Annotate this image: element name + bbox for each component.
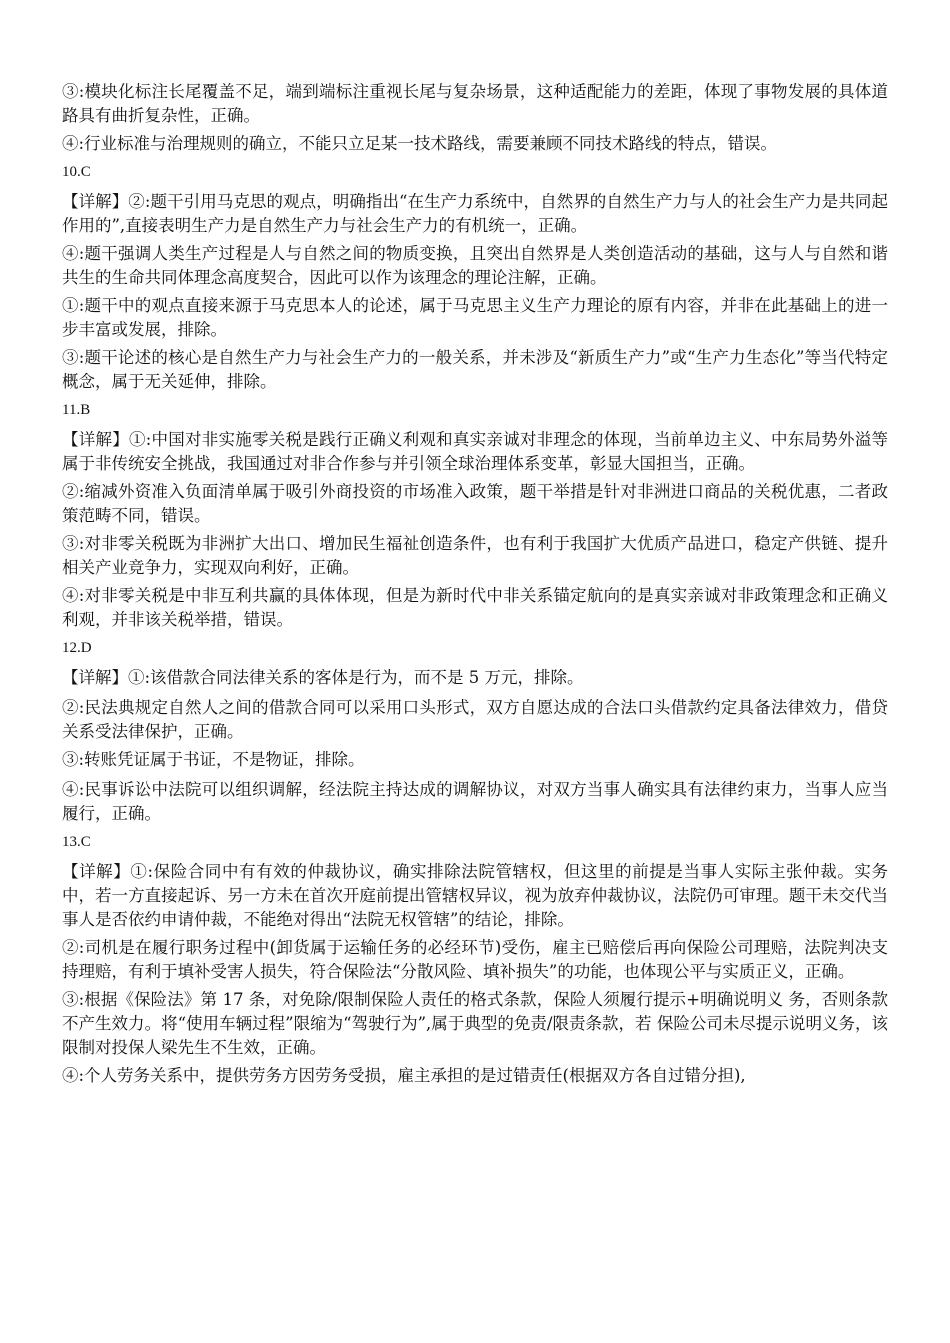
answer-paragraph: ④:题干强调人类生产过程是人与自然之间的物质变换，且突出自然界是人类创造活动的基础，这与人与自然和谐共生的生命共同体理念高度契合，因此可以作为该理念的理论注解，正确。 bbox=[62, 244, 888, 287]
answer-paragraph: 【详解】②:题干引用马克思的观点，明确指出“在生产力系统中，自然界的自然生产力与人的社会生产力是共同起作用的”,直接表明生产力是自然生产力与社会生产力的有机统一，正确。 bbox=[62, 192, 888, 235]
answer-paragraph: ③:转账凭证属于书证，不是物证，排除。 bbox=[62, 750, 365, 769]
question-number: 13.C bbox=[62, 834, 91, 850]
answer-paragraph: ④:民事诉讼中法院可以组织调解，经法院主持达成的调解协议，对双方当事人确实具有法律约束力，当事人应当履行，正确。 bbox=[62, 780, 888, 823]
answer-paragraph: ①:题干中的观点直接来源于马克思本人的论述，属于马克思主义生产力理论的原有内容，并非在此基础上的进一步丰富或发展，排除。 bbox=[62, 296, 888, 339]
answer-paragraph: ③:对非零关税既为非洲扩大出口、增加民生福祉创造条件，也有利于我国扩大优质产品进口，稳定产供链、提升相关产业竞争力，实现双向利好，正确。 bbox=[62, 534, 888, 577]
answer-paragraph: ④:对非零关税是中非互利共赢的具体体现，但是为新时代中非关系锚定航向的是真实亲诚对非政策理念和正确义利观，并非该关税举措，错误。 bbox=[62, 586, 888, 629]
answer-paragraph: ④:个人劳务关系中，提供劳务方因劳务受损，雇主承担的是过错责任(根据双方各自过错分担), bbox=[62, 1066, 746, 1085]
answer-paragraph: ④:行业标准与治理规则的确立，不能只立足某一技术路线，需要兼顾不同技术路线的特点，错误。 bbox=[62, 134, 778, 153]
answer-paragraph: ③:模块化标注长尾覆盖不足，端到端标注重视长尾与复杂场景，这种适配能力的差距，体现了事物发展的具体道路具有曲折复杂性，正确。 bbox=[62, 82, 888, 125]
answer-paragraph: ③:根据《保险法》第 17 条，对免除/限制保险人责任的格式条款，保险人须履行提示+明确说明义 务，否则条款不产生效力。将“使用车辆过程”限缩为“驾驶行为”,属于典型的免责/限责条款，若 保险公司未尽提示说明义务，该限制对投保人梁先生不生效，正确。 bbox=[62, 990, 888, 1057]
answer-paragraph: 【详解】①:该借款合同法律关系的客体是行为，而不是 5 万元，排除。 bbox=[62, 668, 584, 687]
answer-paragraph: ②:缩减外资准入负面清单属于吸引外商投资的市场准入政策，题干举措是针对非洲进口商品的关税优惠，二者政策范畴不同，错误。 bbox=[62, 482, 888, 525]
question-number: 10.C bbox=[62, 164, 91, 180]
answer-paragraph: ②:司机是在履行职务过程中(卸货属于运输任务的必经环节)受伤，雇主已赔偿后再向保险公司理赔，法院判决支持理赔，有利于填补受害人损失，符合保险法“分散风险、填补损失”的功能，也体现公平与实质正义，正确。 bbox=[62, 938, 888, 981]
answer-paragraph: ②:民法典规定自然人之间的借款合同可以采用口头形式，双方自愿达成的合法口头借款约定具备法律效力，借贷关系受法律保护，正确。 bbox=[62, 698, 888, 741]
answer-paragraph: 【详解】①:中国对非实施零关税是践行正确义利观和真实亲诚对非理念的体现，当前单边主义、中东局势外溢等属于非传统安全挑战，我国通过对非合作参与并引领全球治理体系变革，彰显大国担当，正确。 bbox=[62, 430, 888, 473]
answer-paragraph: ③:题干论述的核心是自然生产力与社会生产力的一般关系，并未涉及“新质生产力”或“生产力生态化”等当代特定概念，属于无关延伸，排除。 bbox=[62, 348, 888, 391]
answer-paragraph: 【详解】①:保险合同中有有效的仲裁协议，确实排除法院管辖权，但这里的前提是当事人实际主张仲裁。实务中，若一方直接起诉、另一方未在首次开庭前提出管辖权异议，视为放弃仲裁协议，法院仍可审理。题干未交代当事人是否依约申请仲裁，不能绝对得出“法院无权管辖”的结论，排除。 bbox=[62, 862, 888, 929]
question-number: 12.D bbox=[62, 640, 92, 656]
question-number: 11.B bbox=[62, 402, 91, 418]
document-page bbox=[62, 80, 888, 1092]
